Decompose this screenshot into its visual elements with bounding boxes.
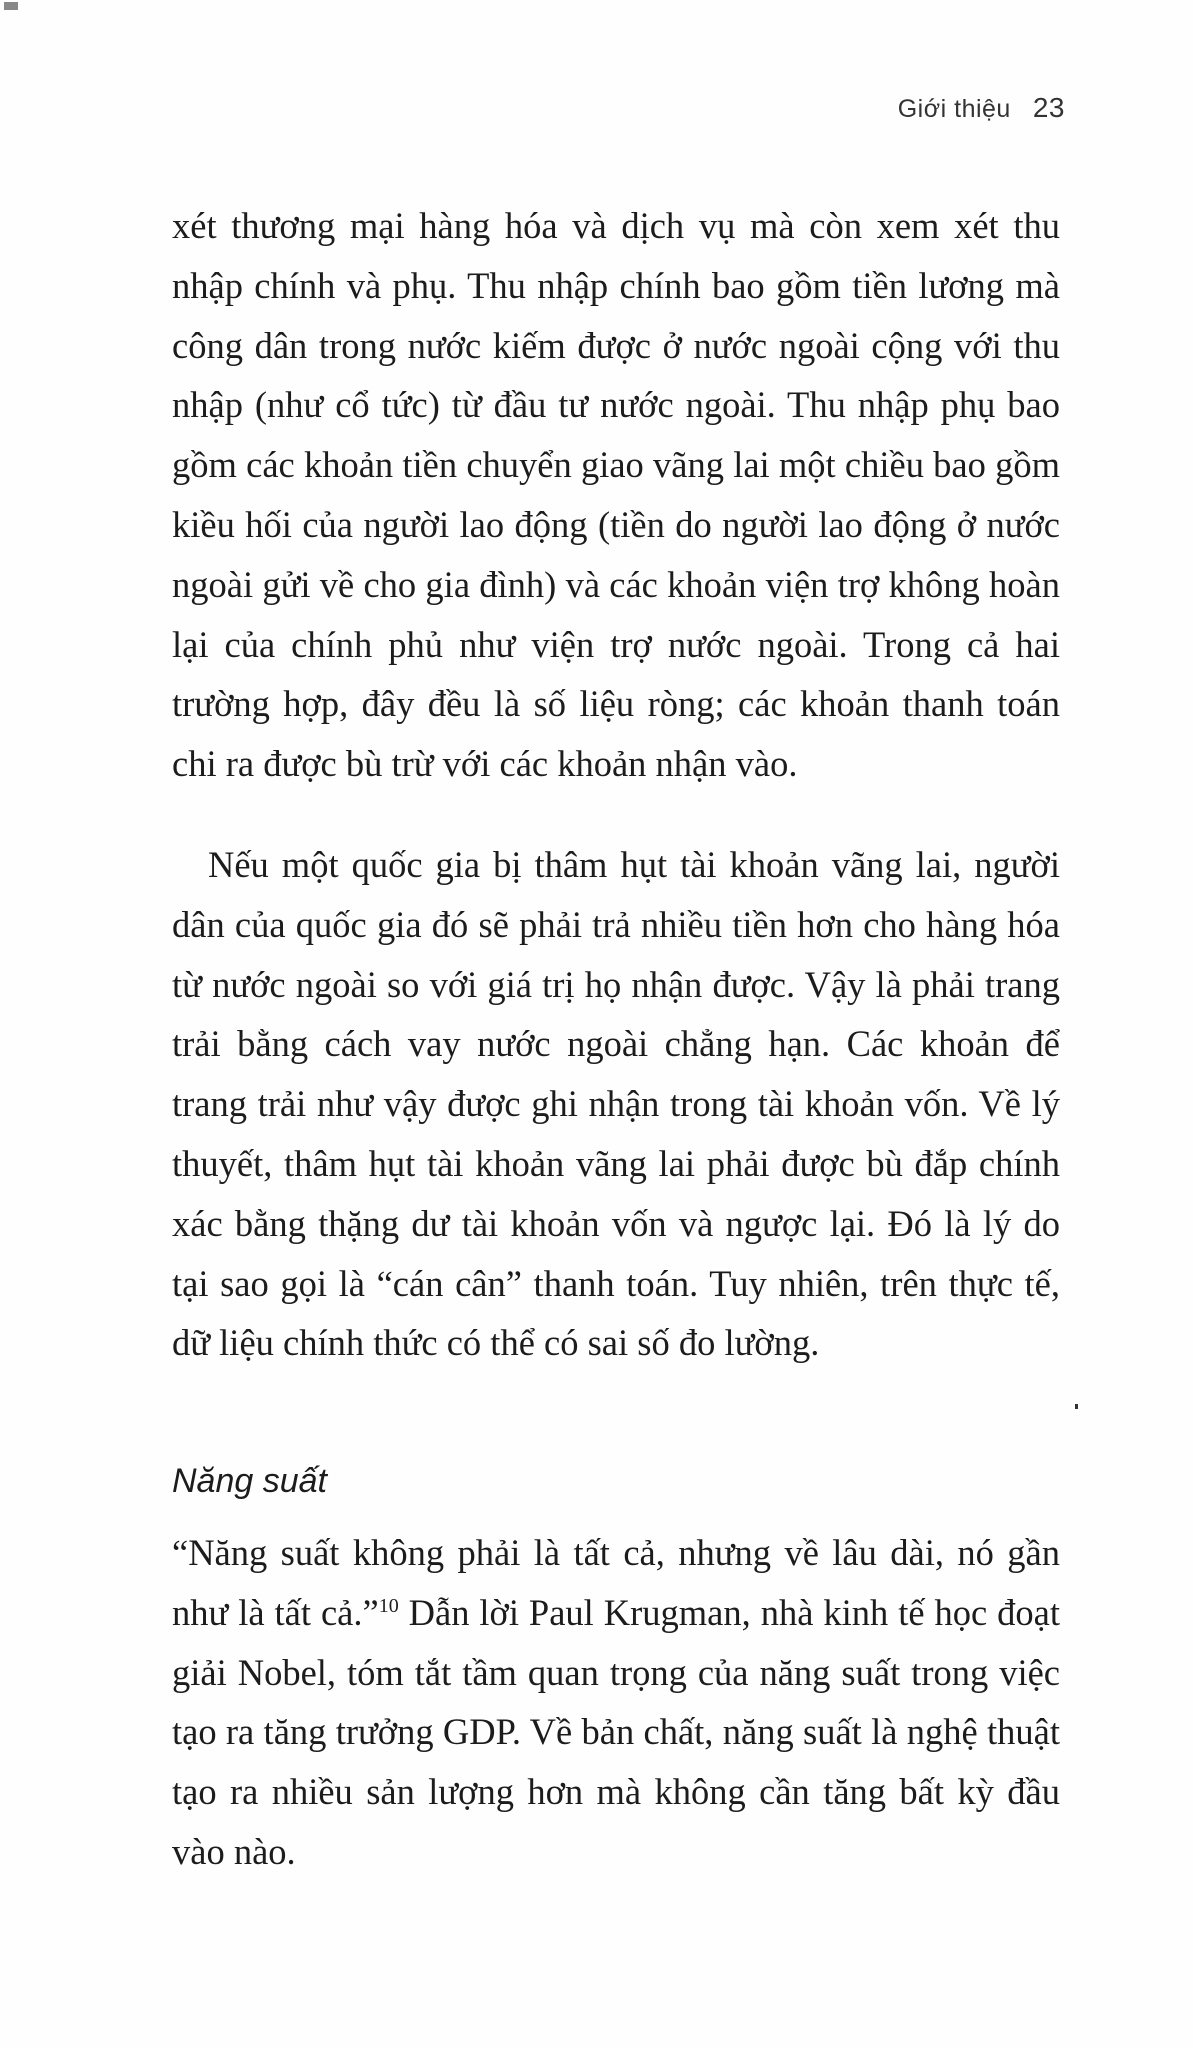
section-heading: Năng suất — [172, 1462, 327, 1500]
paragraph-block — [172, 835, 1060, 1373]
body-paragraph — [172, 1523, 1060, 1882]
running-header — [898, 92, 1065, 124]
quote-text: “Năng suất không phải là tất cả, nhưng về lâu dài, nó gần như là tất cả.” — [172, 1532, 1060, 1633]
body-paragraph: xét thương mại hàng hóa và dịch vụ mà còn xem xét thu nhập chính và phụ. Thu nhập chính bao gồm tiền lương mà công dân trong nước kiếm được ở nước ngoài cộng với thu nhập (như cổ tức) từ đầu tư nước ngoài. Thu nhập phụ bao gồm các khoản tiền chuyển giao vãng lai một chiều bao gồm kiều hối của người lao động (tiền do người lao động ở nước ngoài gửi về cho gia đình) và các khoản viện trợ không hoàn lại của chính phủ như viện trợ nước ngoài. Trong cả hai trường hợp, đây đều là số liệu ròng; các khoản thanh toán chi ra được bù trừ với các khoản nhận vào. — [172, 205, 1060, 785]
paragraph-block — [172, 196, 1060, 794]
paragraph-text: Dẫn lời Paul Krugman, nhà kinh tế học đoạt giải Nobel, tóm tắt tầm quan trọng của năng suất trong việc tạo ra tăng trưởng GDP. Về bản chất, năng suất là nghệ thuật tạo ra nhiều sản lượng hơn mà không cần tăng bất kỳ đầu vào nào. — [172, 1591, 1060, 1872]
scan-speck — [1075, 1404, 1078, 1409]
page-number: 23 — [1032, 92, 1065, 123]
footnote-reference: 10 — [378, 1594, 399, 1617]
chapter-title: Giới thiệu — [897, 95, 1011, 123]
body-paragraph: Nếu một quốc gia bị thâm hụt tài khoản vãng lai, người dân của quốc gia đó sẽ phải trả nhiều tiền hơn cho hàng hóa từ nước ngoài so với giá trị họ nhận được. Vậy là phải trang trải bằng cách vay nước ngoài chẳng hạn. Các khoản để trang trải như vậy được ghi nhận trong tài khoản vốn. Về lý thuyết, thâm hụt tài khoản vãng lai phải được bù đắp chính xác bằng thặng dư tài khoản vốn và ngược lại. Đó là lý do tại sao gọi là “cán cân” thanh toán. Tuy nhiên, trên thực tế, dữ liệu chính thức có thể có sai số đo lường. — [172, 844, 1060, 1364]
paragraph-block — [172, 1523, 1060, 1882]
scan-artifact — [4, 2, 18, 10]
